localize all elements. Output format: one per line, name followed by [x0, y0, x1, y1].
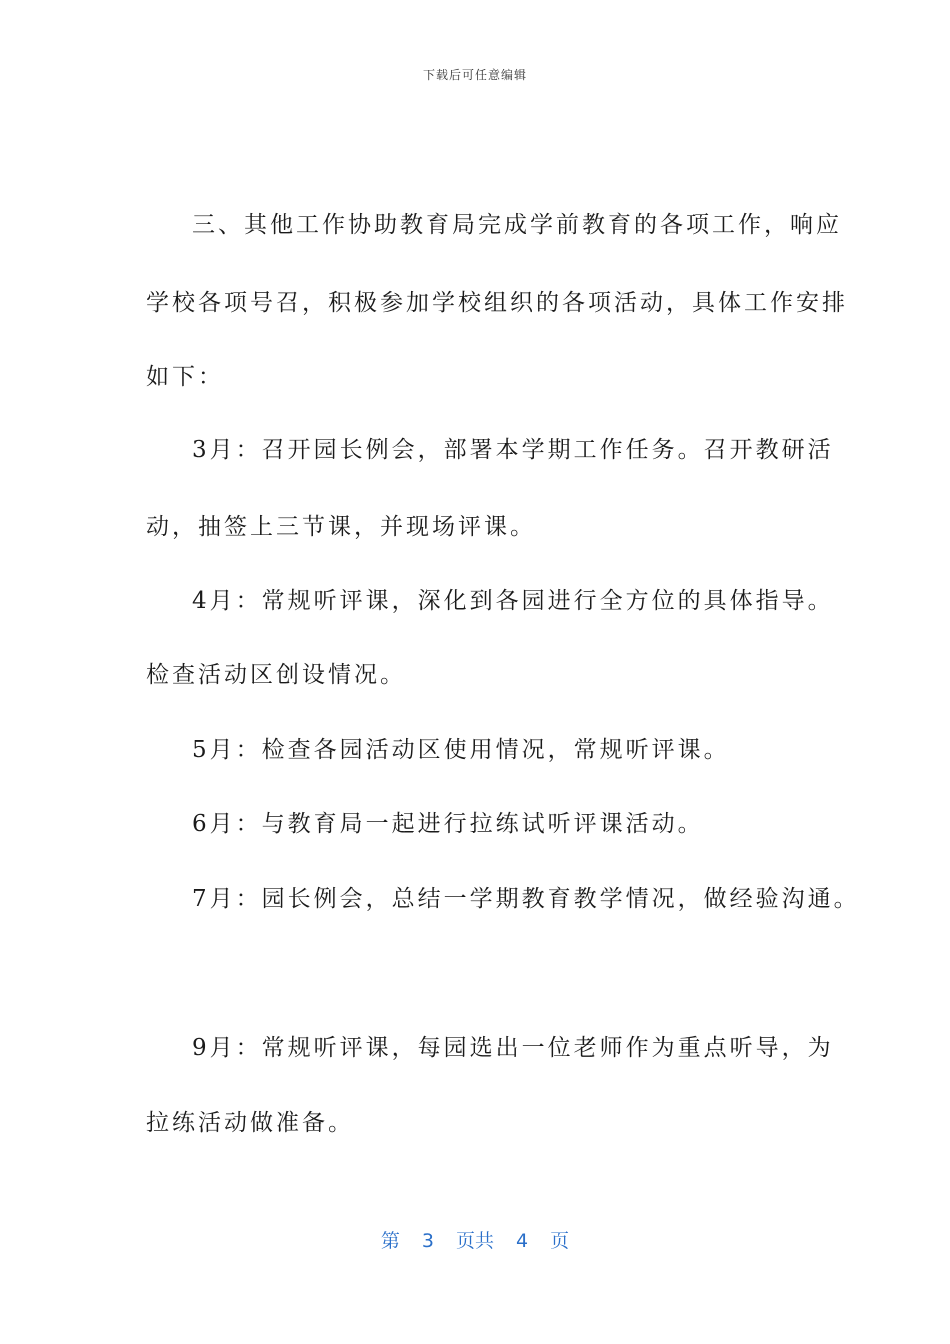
page-mid: 页共	[455, 1230, 494, 1252]
page-prefix: 第	[380, 1230, 400, 1252]
paragraph-line: 6月：与教育局一起进行拉练试听评课活动。	[192, 811, 704, 837]
paragraph-line: 如下：	[146, 364, 224, 390]
paragraph-line: 动，抽签上三节课，并现场评课。	[146, 514, 536, 540]
paragraph-line: 4月：常规听评课，深化到各园进行全方位的具体指导。	[192, 588, 834, 614]
paragraph-line: 3月：召开园长例会，部署本学期工作任务。召开教研活	[192, 437, 834, 463]
page-header: 下载后可任意编辑	[422, 68, 527, 82]
total-pages-number: 4	[516, 1230, 529, 1252]
paragraph-line: 拉练活动做准备。	[146, 1110, 354, 1136]
paragraph-line: 学校各项号召，积极参加学校组织的各项活动，具体工作安排	[146, 290, 848, 316]
paragraph-line: 三、其他工作协助教育局完成学前教育的各项工作，响应	[192, 212, 842, 238]
paragraph-line: 5月：检查各园活动区使用情况，常规听评课。	[192, 737, 730, 763]
current-page-number: 3	[421, 1230, 434, 1252]
paragraph-line: 检查活动区创设情况。	[146, 662, 406, 688]
page-number-footer	[0, 1226, 950, 1253]
page-suffix: 页	[550, 1230, 570, 1252]
paragraph-line: 7月：园长例会，总结一学期教育教学情况，做经验沟通。	[192, 886, 860, 912]
paragraph-line: 9月：常规听评课，每园选出一位老师作为重点听导，为	[192, 1035, 834, 1061]
